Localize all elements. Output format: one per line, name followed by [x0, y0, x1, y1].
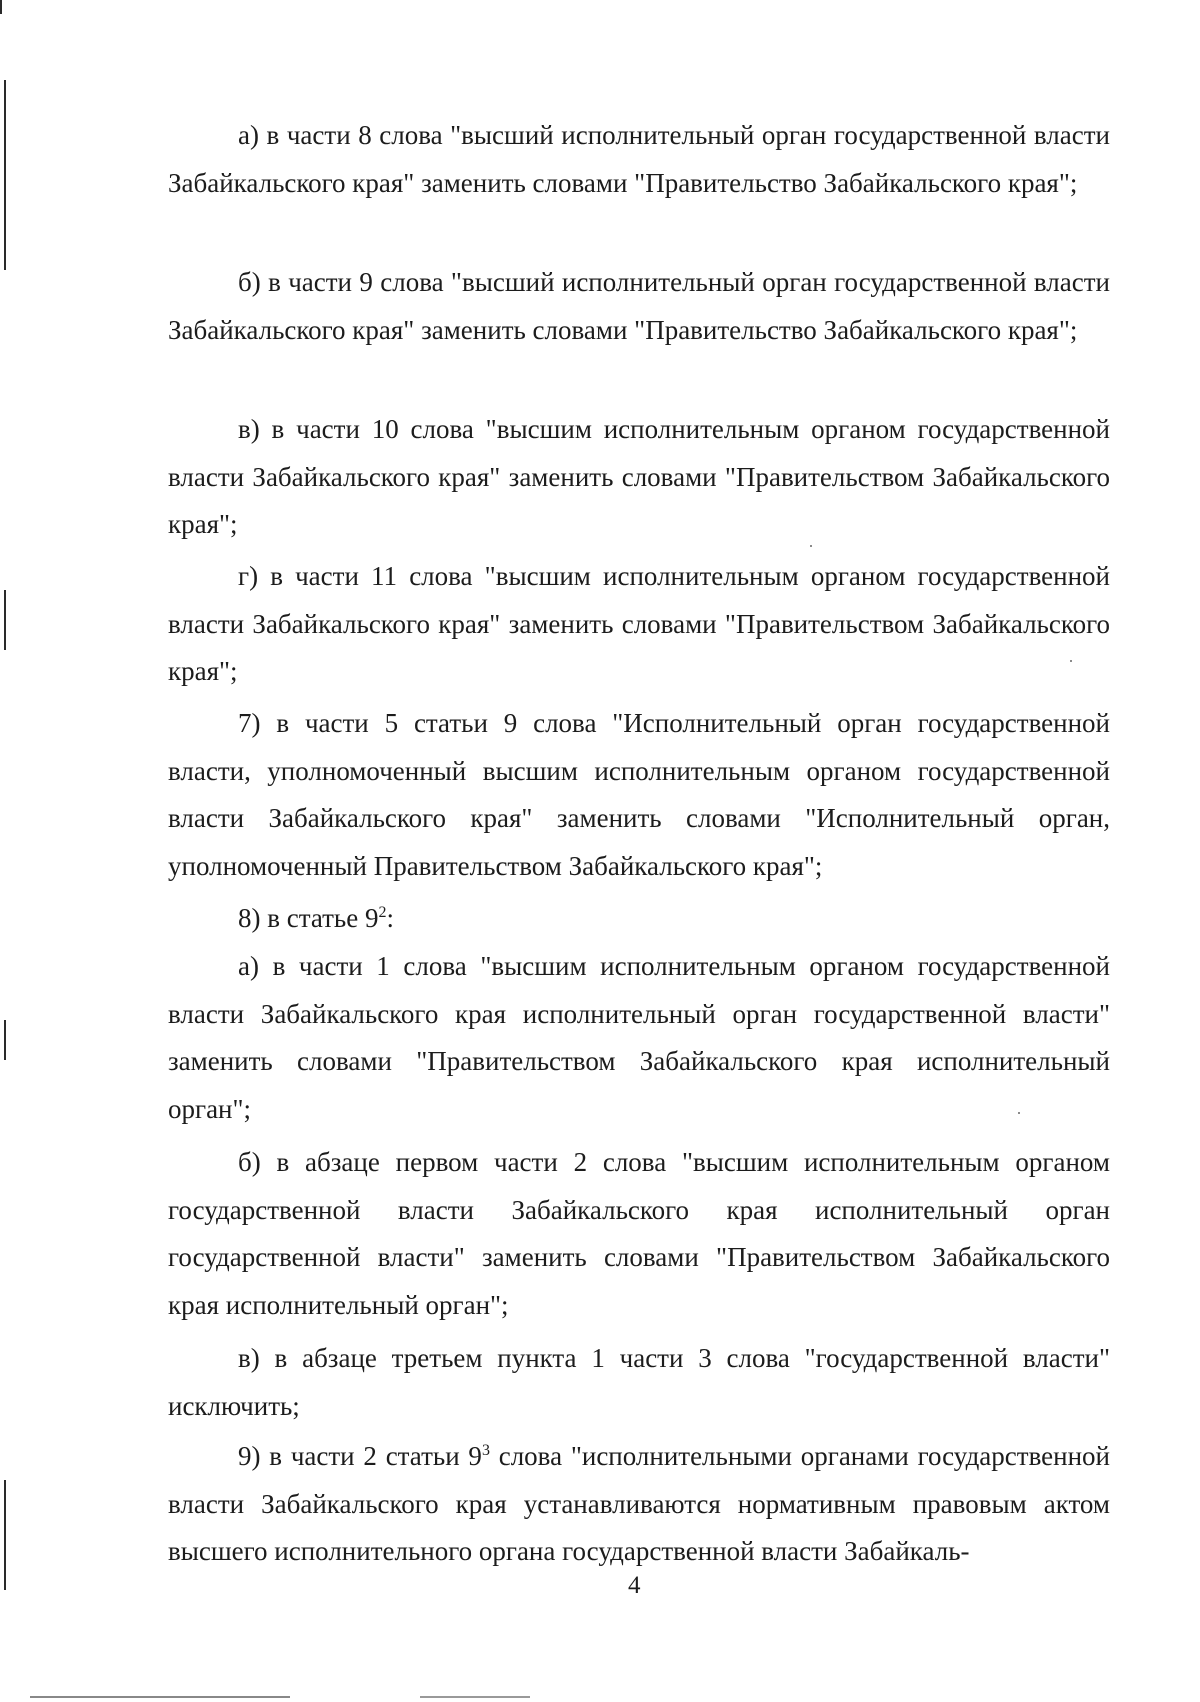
item-8-text: 8) в статье 9 — [238, 903, 379, 933]
item-9-text-rest: слова "исполнительными органами государственной власти Забайкальского края устанавливаются нормативным правовым актом высшего исполнительного органа государственной власти Забайкаль- — [168, 1441, 1110, 1566]
item-9-text-start: 9) в части 2 статьи 9 — [238, 1441, 482, 1471]
scan-edge-line — [4, 80, 6, 270]
item-8-colon: : — [386, 903, 394, 933]
item-9-superscript: 3 — [481, 1442, 490, 1459]
page-number: 4 — [628, 1572, 641, 1599]
paragraph-a-part-8: а) в части 8 слова "высший исполнительный орган государственной власти Забайкальского края" заменить словами "Правительство Забайкальского края"; — [168, 120, 1110, 198]
paragraph-item-7: 7) в части 5 статьи 9 слова "Исполнительный орган государственной власти, уполномоченный высшим исполнительным органом государственной власти Забайкальского края" заменить словами "Исполнительный орган, уполномоченный Правительством Забайкальского края"; — [168, 708, 1110, 881]
scan-edge-line — [4, 1480, 6, 1590]
paragraph-v-part-10: в) в части 10 слова "высшим исполнительным органом государственной власти Забайкальского края" заменить словами "Правительством Забайкальского края"; — [168, 414, 1110, 539]
paragraph-item-9 — [168, 1433, 1110, 1576]
paragraph-item-8 — [168, 895, 1110, 943]
scan-edge-line — [0, 0, 2, 14]
paragraph-g-part-11: г) в части 11 слова "высшим исполнительным органом государственной власти Забайкальского края" заменить словами "Правительством Забайкальского края"; — [168, 561, 1110, 686]
scan-edge-line — [4, 1020, 6, 1060]
scan-bottom-line — [420, 1696, 530, 1698]
scan-bottom-line — [30, 1696, 290, 1698]
paragraph-v-part-3: в) в абзаце третьем пункта 1 части 3 слова "государственной власти" исключить; — [168, 1343, 1110, 1421]
paragraph-b-part-9: б) в части 9 слова "высший исполнительный орган государственной власти Забайкальского края" заменить словами "Правительство Забайкальского края"; — [168, 267, 1110, 345]
paragraph-b-part-2: б) в абзаце первом части 2 слова "высшим исполнительным органом государственной власти Забайкальского края исполнительный орган государственной власти" заменить словами "Правительством Забайкальского края исполнительный орган"; — [168, 1147, 1110, 1320]
paragraph-a-part-1: а) в части 1 слова "высшим исполнительным органом государственной власти Забайкальского края исполнительный орган государственной власти" заменить словами "Правительством Забайкальского края исполнительный орган"; — [168, 951, 1110, 1124]
scan-edge-line — [4, 590, 6, 650]
item-8-superscript: 2 — [378, 904, 387, 921]
